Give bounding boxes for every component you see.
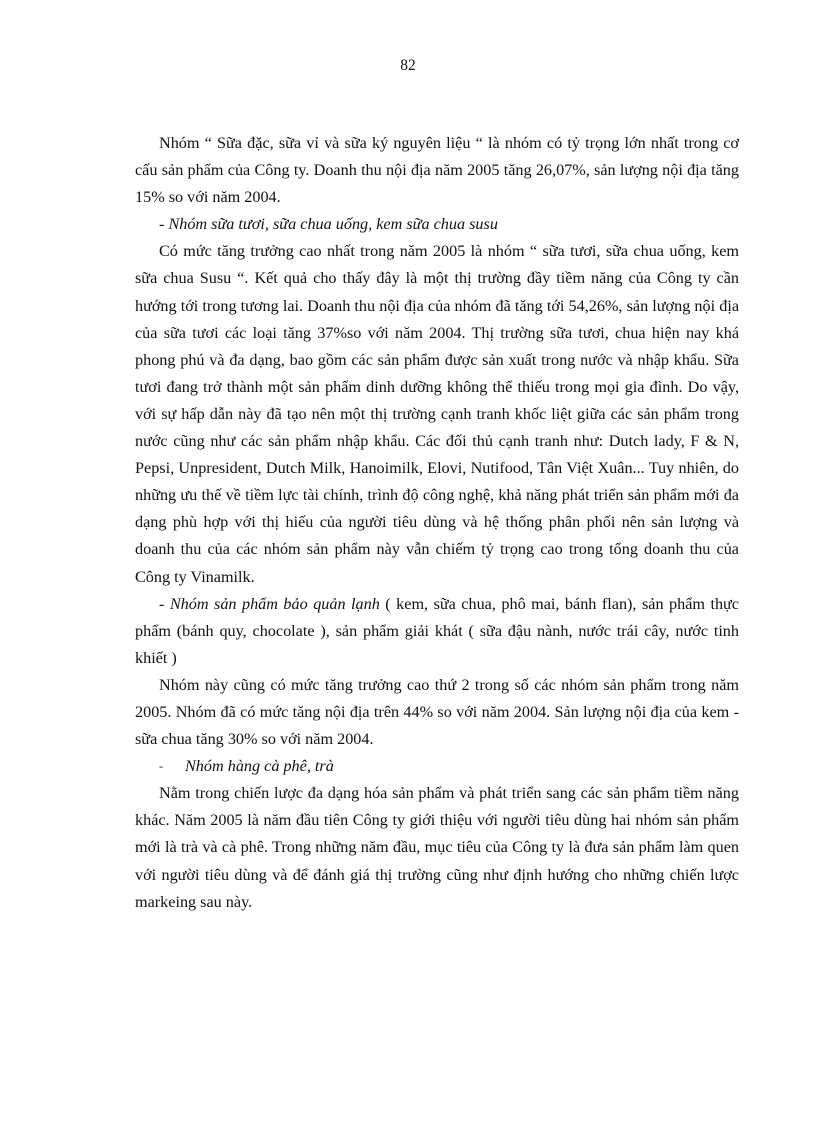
paragraph-fresh-milk-group: Có mức tăng trưởng cao nhất trong năm 2005 là nhóm “ sữa tươi, sữa chua uống, kem sữa chua Susu “. Kết quả cho thấy đây là một thị trường đầy tiềm năng của Công ty cần hướng tới trong tương lai. Doanh thu nội địa của nhóm đã tăng tới 54,26%, sản lượng nội địa của sữa tươi các loại tăng 37%so với năm 2004. Thị trường sữa tươi, chua hiện nay khá phong phú và đa dạng, bao gồm các sản phẩm được sản xuất trong nước và nhập khẩu. Sữa tươi đang trở thành một sản phẩm dinh dưỡng không thể thiếu trong mọi gia đình. Do vậy, với sự hấp dẫn này đã tạo nên một thị trường cạnh tranh khốc liệt giữa các sản phẩm trong nước cũng như các sản phẩm nhập khẩu. Các đối thủ cạnh tranh như: Dutch lady, F & N, Pepsi, Unpresident, Dutch Milk, Hanoimilk, Elovi, Nutifood, Tân Việt Xuân... Tuy nhiên, do những ưu thế về tiềm lực tài chính, trình độ công nghệ, khả năng phát triển sản phẩm mới đa dạng phù hợp với thị hiếu của người tiêu dùng và hệ thống phân phối nên sản lượng và doanh thu của các nhóm sản phẩm này vẫn chiếm tỷ trọng cao trong tổng doanh thu của Công ty Vinamilk. <box>135 242 739 586</box>
paragraph-refrigerated-group: Nhóm này cũng có mức tăng trưởng cao thứ 2 trong số các nhóm sản phẩm trong năm 2005. Nhóm đã có mức tăng nội địa trên 44% so với năm 2004. Sản lượng nội địa của kem - sữa chua tăng 30% so với năm 2004. <box>135 675 739 749</box>
heading-text: Nhóm sữa tươi, sữa chua uống, kem sữa chua susu <box>168 215 498 234</box>
heading-coffee-tea-group <box>135 753 739 780</box>
bullet-icon: - <box>159 759 163 774</box>
heading-fresh-milk-group <box>135 211 739 238</box>
document-body <box>135 130 739 916</box>
heading-dash: - <box>159 215 169 234</box>
paragraph-coffee-tea-group: Nằm trong chiến lược đa dạng hóa sản phẩm và phát triển sang các sản phẩm tiềm năng khác. Năm 2005 là năm đầu tiên Công ty giới thiệu với người tiêu dùng hai nhóm sản phẩm mới là trà và cà phê. Trong những năm đầu, mục tiêu của Công ty là đưa sản phẩm làm quen với người tiêu dùng và để đánh giá thị trường cũng như định hướng cho những chiến lược markeing sau này. <box>135 784 739 911</box>
heading-text: Nhóm sản phẩm bảo quản lạnh <box>169 594 380 613</box>
heading-detail: ( kem, sữa chua, phô mai, bánh flan), sản phẩm thực phẩm (bánh quy, chocolate ), sản phẩm giải khát ( sữa đậu nành, nước trái cây, nước tinh khiết ) <box>135 594 739 667</box>
page-number: 82 <box>400 57 416 74</box>
heading-refrigerated-group <box>135 591 739 672</box>
paragraph-condensed-milk-group: Nhóm “ Sữa đặc, sữa vỉ và sữa ký nguyên liệu “ là nhóm có tỷ trọng lớn nhất trong cơ cấu sản phẩm của Công ty. Doanh thu nội địa năm 2005 tăng 26,07%, sản lượng nội địa tăng 15% so với năm 2004. <box>135 134 739 207</box>
heading-dash: - <box>159 594 170 613</box>
heading-text: Nhóm hàng cà phê, trà <box>185 757 334 776</box>
